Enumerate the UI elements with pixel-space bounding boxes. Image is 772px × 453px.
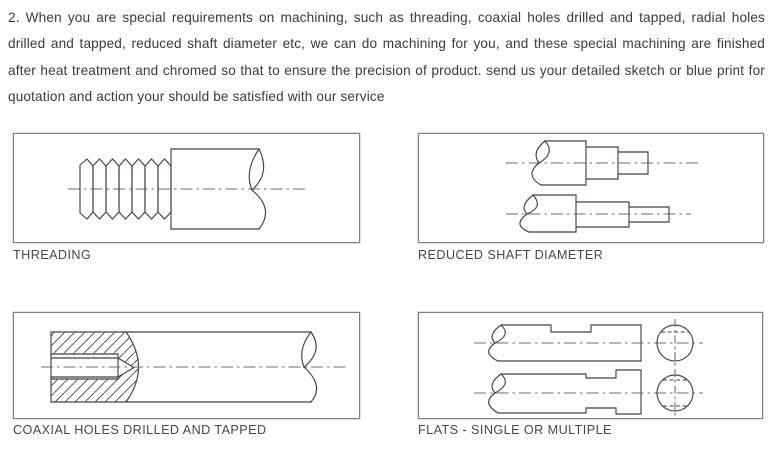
coaxial-holes-panel — [13, 312, 360, 419]
reduced-shaft-diameter-diagram — [419, 134, 763, 242]
reduced-shaft-diameter-label: REDUCED SHAFT DIAMETER — [418, 248, 604, 262]
flats-panel — [418, 312, 763, 419]
flats-label: FLATS - SINGLE OR MULTIPLE — [418, 423, 612, 437]
intro-paragraph: 2. When you are special requirements on machining, such as threading, coaxial holes drilled and tapped, radial holes drilled and tapped, reduced shaft diameter etc, we can do machining for you, and these special machining are finished after heat treatment and chromed so that to ensure the precision of product. send us your detailed sketch or blue print for quotation and action your should be satisfied with our service — [8, 10, 765, 105]
coaxial-holes-diagram — [14, 313, 359, 418]
coaxial-holes-label: COAXIAL HOLES DRILLED AND TAPPED — [13, 423, 267, 437]
threading-diagram — [14, 134, 359, 242]
flats-diagram — [419, 313, 762, 418]
reduced-shaft-diameter-panel — [418, 133, 764, 243]
threading-panel — [13, 133, 360, 243]
threading-label: THREADING — [13, 248, 92, 262]
